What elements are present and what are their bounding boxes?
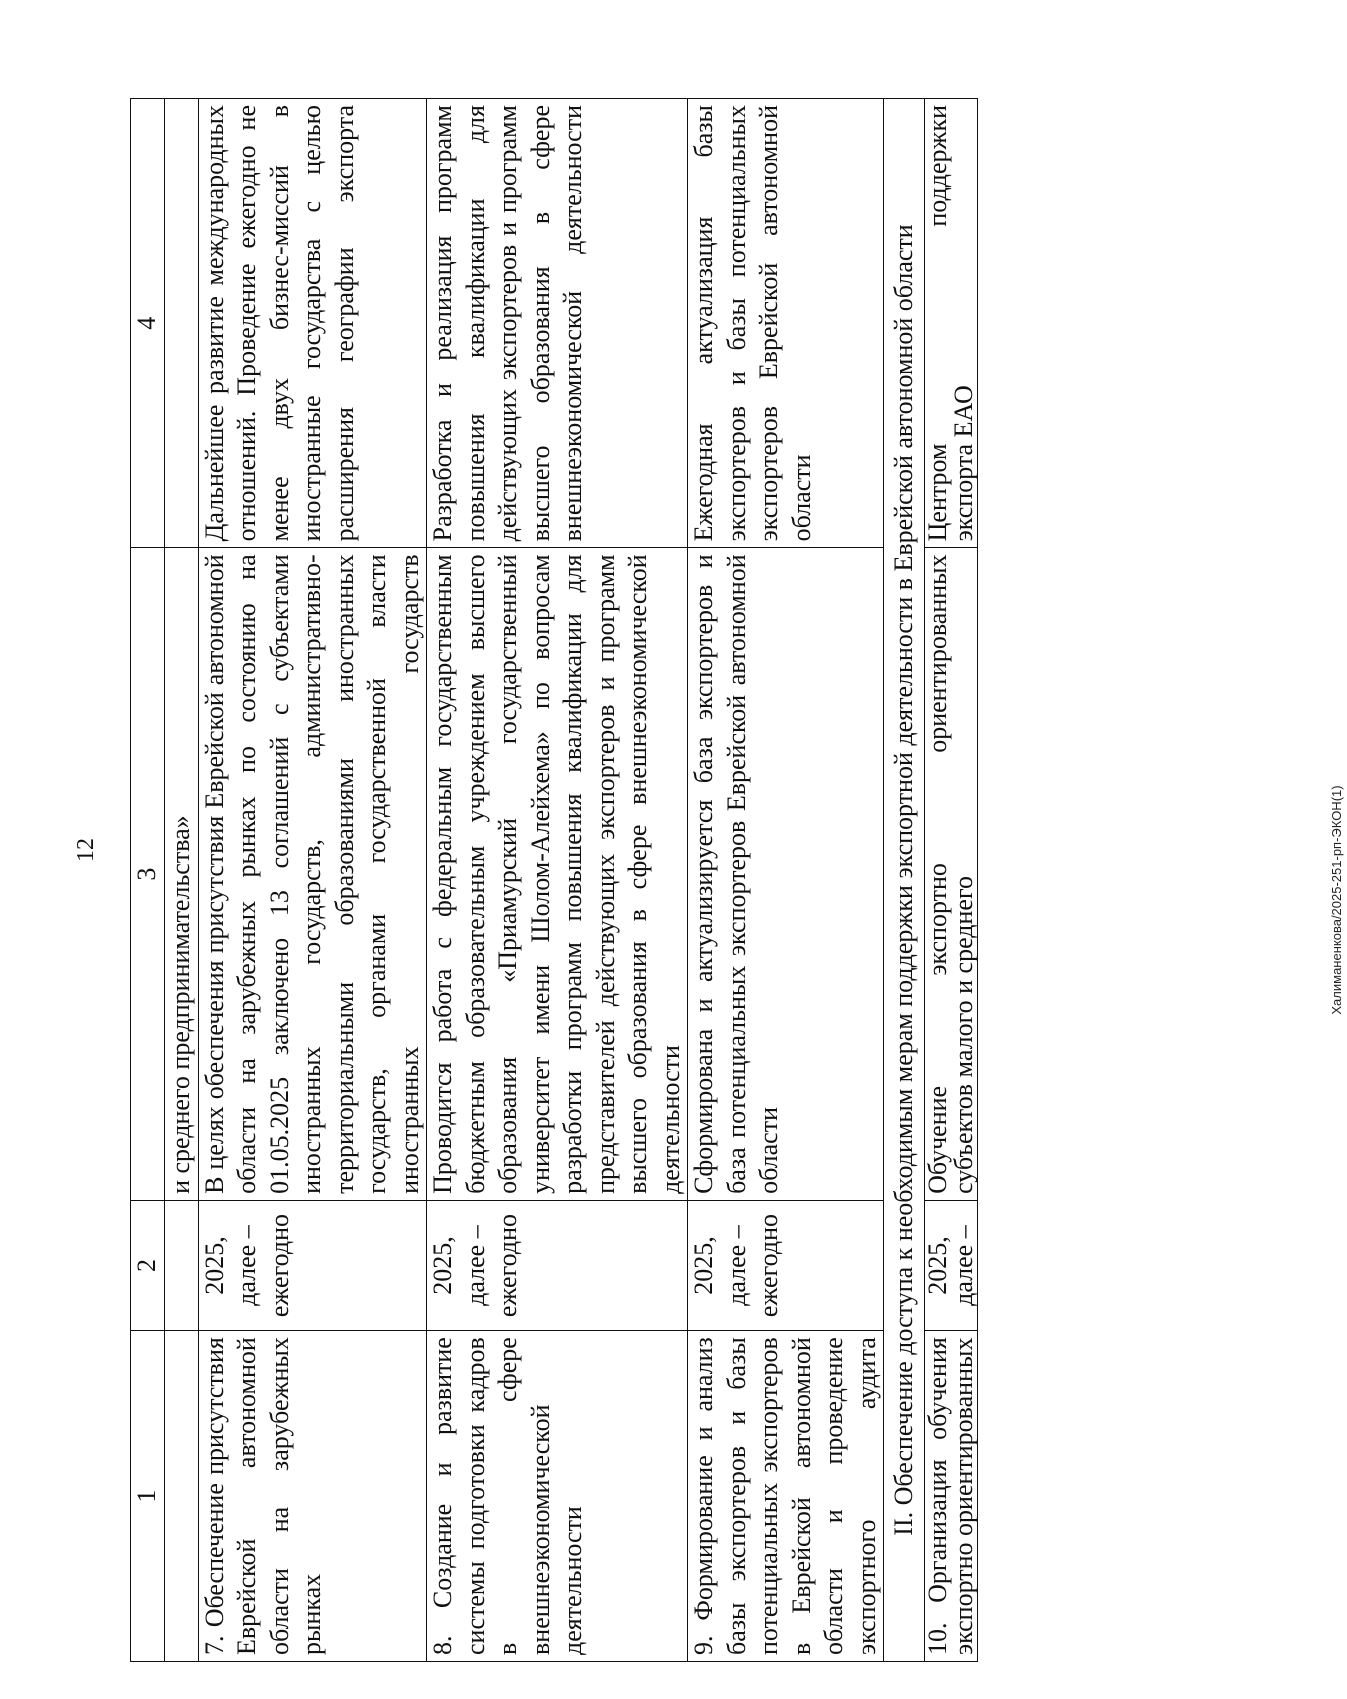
continuation-text: и среднего предпринимательства» <box>164 548 198 1201</box>
measures-table-sheet <box>130 98 1000 1662</box>
deadline-line: ежегодно <box>493 1213 522 1318</box>
measure-status: Сформирована и актуализируется база экспортеров и база потенциальных экспортеров Еврейской автономной области <box>688 548 884 1201</box>
measure-name <box>925 1331 978 1662</box>
column-number-4: 4 <box>131 99 165 548</box>
measure-status-line: субъектов малого и среднего <box>949 876 978 1194</box>
measure-result-line: экспорта ЕАО <box>949 385 978 542</box>
measure-deadline <box>427 1200 688 1330</box>
measure-deadline <box>925 1200 978 1330</box>
measure-result: Дальнейшее развитие международных отношений. Проведение ежегодно не менее двух бизнес-миссий в иностранные государства с целью расширения географии экспорта <box>198 99 427 548</box>
table-row <box>198 99 427 1662</box>
measure-status: В целях обеспечения присутствия Еврейской автономной области на зарубежных рынках по состоянию на 01.05.2025 заключено 13 соглашений с субъектами иностранных государств, административно-территориальными образованиями иностранных государств, органами государственной власти иностранных государств <box>198 548 427 1201</box>
deadline-line: 2025, <box>428 1236 457 1295</box>
measure-result-line: Центром поддержки <box>923 105 952 542</box>
measure-result: Разработка и реализация программ повышения квалификации для действующих экспортеров и программ высшего образования в сфере внешнеэкономической деятельности <box>427 99 688 548</box>
deadline-line: 2025, <box>199 1236 229 1295</box>
table-row <box>925 99 978 1662</box>
deadline-line: 2025, <box>689 1236 718 1295</box>
table-header-row <box>131 99 165 1662</box>
measures-table <box>130 98 978 1662</box>
deadline-line: далее – <box>949 1225 978 1306</box>
section-row <box>884 99 925 1662</box>
deadline-line: далее – <box>232 1225 261 1306</box>
column-number-2: 2 <box>131 1200 165 1330</box>
column-number-3: 3 <box>131 548 165 1201</box>
section-title: II. Обеспечение доступа к необходимым мерам поддержки экспортной деятельности в Еврейской автономной области <box>884 99 925 1662</box>
measure-result: Ежегодная актуализация базы экспортеров и базы потенциальных экспортеров Еврейской автономной области <box>688 99 884 548</box>
column-number-1: 1 <box>131 1331 165 1662</box>
continuation-row <box>164 99 198 1662</box>
measure-name: 8. Создание и развитие системы подготовки кадров в сфере внешнеэкономической деятельности <box>427 1331 688 1662</box>
measure-result <box>925 99 978 548</box>
table-row <box>427 99 688 1662</box>
measure-deadline <box>198 1200 427 1330</box>
measure-name-line: 10. Организация обучения <box>923 1337 952 1655</box>
deadline-line: ежегодно <box>264 1213 294 1318</box>
deadline-line: ежегодно <box>754 1213 783 1318</box>
measure-name: 9. Формирование и анализ базы экспортеров и базы потенциальных экспортеров в Еврейской автономной области и проведение экспортного аудита <box>688 1331 884 1662</box>
deadline-line: 2025, <box>923 1236 952 1295</box>
measure-status: Проводится работа с федеральным государственным бюджетным образовательным учреждением высшего образования «Приамурский государственный университет имени Шолом-Алейхема» по вопросам разработки программ повышения квалификации для представителей действующих экспортеров и программ высшего образования в сфере внешнеэкономической деятельности <box>427 548 688 1201</box>
document-code: Халиманенкова/2025-251-рп-ЭКОН(1) <box>1329 785 1344 1015</box>
table-row <box>688 99 884 1662</box>
measure-deadline <box>688 1200 884 1330</box>
measure-name-line: экспортно ориентированных <box>949 1337 978 1655</box>
measure-status <box>925 548 978 1201</box>
page-number: 12 <box>73 838 99 862</box>
measure-name: 7. Обеспечение присутствия Еврейской автономной области на зарубежных рынках <box>198 1331 427 1662</box>
measure-status-line: Обучение экспортно ориентированных <box>923 554 952 1194</box>
deadline-line: далее – <box>460 1225 490 1306</box>
deadline-line: далее – <box>721 1225 751 1306</box>
